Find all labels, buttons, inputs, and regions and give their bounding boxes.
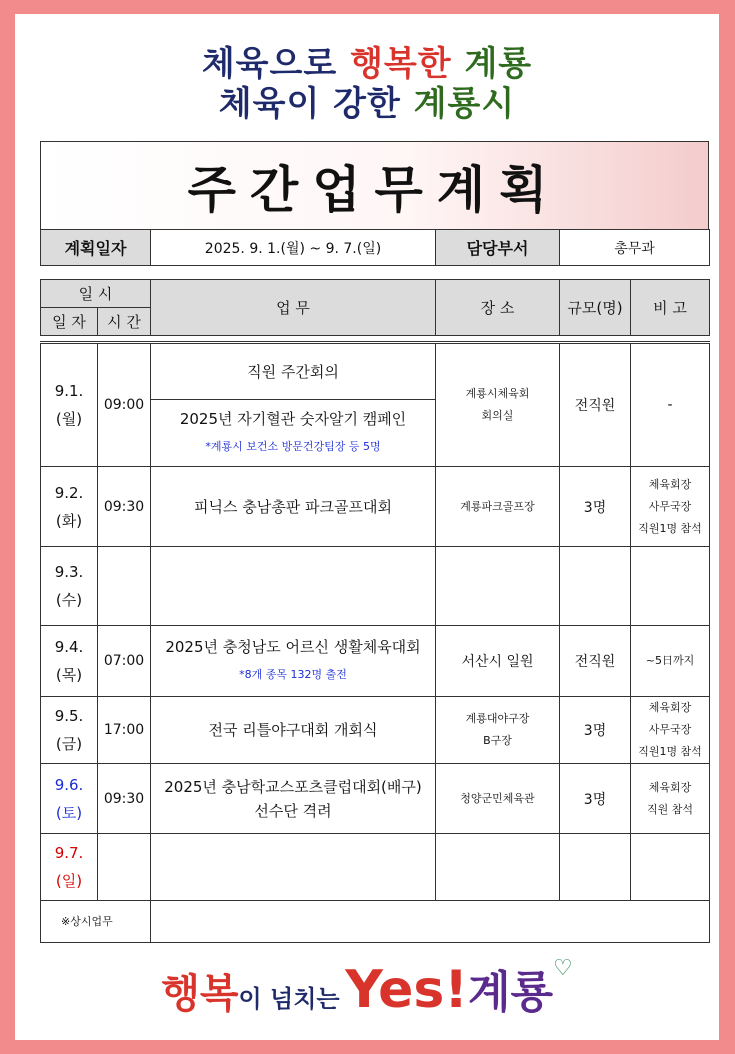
row-date: 9.7. (일): [41, 834, 98, 901]
info-table: [40, 229, 710, 266]
row-task: 전국 리틀야구대회 개회식: [151, 697, 436, 764]
header-task: 업 무: [151, 280, 436, 336]
table-row: [41, 697, 710, 764]
header-time: 시 간: [98, 308, 151, 336]
plan-date-label: 계획일자: [41, 230, 151, 266]
row-note: 체육회장 사무국장 직원1명 참석: [631, 467, 710, 547]
header-place: 장 소: [436, 280, 560, 336]
table-row: [41, 626, 710, 697]
document-page: [15, 14, 719, 1040]
heart-icon: ♡: [553, 956, 573, 981]
title-box: [40, 141, 709, 229]
row-note: 체육회장 사무국장 직원1명 참석: [631, 697, 710, 764]
slogan-line-2: 체육이 강한 계룡시: [218, 84, 516, 124]
row-place: 계룡파크골프장: [436, 467, 560, 547]
row-time: 09:30: [98, 467, 151, 547]
row-date: 9.1. (월): [41, 343, 98, 467]
row-place: 서산시 일원: [436, 626, 560, 697]
row-note: -: [631, 343, 710, 467]
table-row: [41, 901, 710, 943]
header-separator: [41, 336, 710, 343]
row-note: ~5日까지: [631, 626, 710, 697]
row-task: 2025년 충청남도 어르신 생활체육대회 *8개 종목 132명 출전: [151, 626, 436, 697]
header-note: 비 고: [631, 280, 710, 336]
schedule-table: [40, 279, 710, 943]
row-scale: 전직원: [560, 626, 631, 697]
slogan-line-1: 체육으로 행복한 계룡: [201, 44, 533, 84]
row-date: 9.5. (금): [41, 697, 98, 764]
regular-task-label: ※상시업무: [41, 901, 151, 943]
row-time: 07:00: [98, 626, 151, 697]
row-date: 9.3. (수): [41, 547, 98, 626]
row-task: 2025년 자기혈관 숫자알기 캠페인 *계룡시 보건소 방문건강팀장 등 5명: [151, 400, 436, 467]
row-scale: 전직원: [560, 343, 631, 467]
row-date: 9.6. (토): [41, 764, 98, 834]
row-task: 직원 주간회의: [151, 343, 436, 400]
row-note: 체육회장 직원 참석: [631, 764, 710, 834]
table-row: [41, 764, 710, 834]
row-task: 피닉스 충남총판 파크골프대회: [151, 467, 436, 547]
row-date: 9.2. (화): [41, 467, 98, 547]
table-row: [41, 467, 710, 547]
row-time: 09:00: [98, 343, 151, 467]
row-place: 계룡대야구장 B구장: [436, 697, 560, 764]
row-place: 청양군민체육관: [436, 764, 560, 834]
header-scale: 규모(명): [560, 280, 631, 336]
row-scale: 3명: [560, 467, 631, 547]
header-datetime: 일 시: [41, 280, 151, 308]
table-row: [41, 834, 710, 901]
row-task: 2025년 충남학교스포츠클럽대회(배구) 선수단 격려: [151, 764, 436, 834]
row-date: 9.4. (목): [41, 626, 98, 697]
dept-label: 담당부서: [436, 230, 560, 266]
table-row: [41, 343, 710, 400]
row-place: 계룡시체육회 회의실: [436, 343, 560, 467]
row-scale: 3명: [560, 764, 631, 834]
row-scale: 3명: [560, 697, 631, 764]
row-time: 17:00: [98, 697, 151, 764]
plan-date-value: 2025. 9. 1.(월) ~ 9. 7.(일): [151, 230, 436, 266]
footer-slogan: 행복이 넘치는 Yes!계룡♡: [161, 956, 573, 1020]
row-time: 09:30: [98, 764, 151, 834]
header-date: 일 자: [41, 308, 98, 336]
dept-value: 총무과: [560, 230, 710, 266]
table-row: [41, 547, 710, 626]
page-title: 주간업무계획: [187, 160, 562, 219]
